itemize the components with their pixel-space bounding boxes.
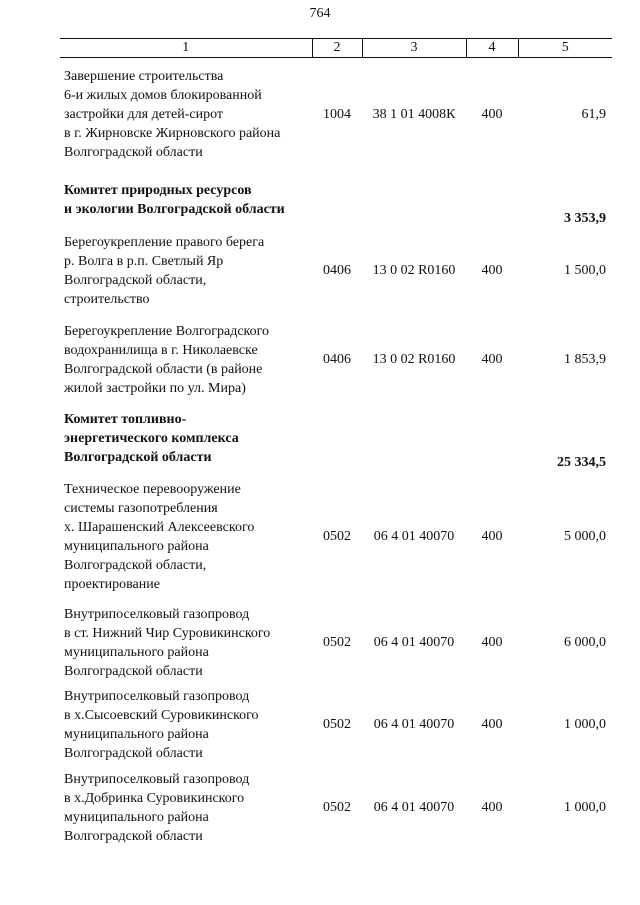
- row-amount: 1 000,0: [564, 800, 606, 815]
- row-target-code: 06 4 01 40070: [373, 717, 455, 732]
- row-target-code: [362, 406, 466, 472]
- row-name: Внутрипоселковый газопровод в ст. Нижний Чир Суровикинского муниципального района Волгоградской области: [64, 606, 271, 679]
- row-section-code: 0502: [323, 635, 351, 650]
- row-target-code: 06 4 01 40070: [373, 529, 455, 544]
- row-amount: 1 500,0: [564, 263, 606, 278]
- row-section-code: 0502: [323, 800, 351, 815]
- row-target-code: 13 0 02 R0160: [372, 352, 456, 367]
- row-name: Техническое перевооружение системы газопотребления х. Шарашенский Алексеевского муниципального района Волгоградской области, проектирование: [64, 481, 255, 592]
- row-type-code: [466, 172, 518, 228]
- row-amount: 1 000,0: [564, 717, 606, 732]
- budget-table: [60, 38, 612, 850]
- row-name: Берегоукрепление правого берега р. Волга в р.п. Светлый Яр Волгоградской области, строительство: [64, 234, 265, 307]
- section-name: Комитет топливно- энергетического комплекса Волгоградской области: [64, 412, 239, 465]
- row-name: Внутрипоселковый газопровод в х.Добринка Суровикинского муниципального района Волгоградской области: [64, 771, 250, 844]
- row-target-code: 13 0 02 R0160: [372, 263, 456, 278]
- row-type-code: 400: [481, 263, 503, 278]
- row-amount: 5 000,0: [564, 529, 606, 544]
- row-name: Внутрипоселковый газопровод в х.Сысоевский Суровикинского муниципального района Волгоградской области: [64, 688, 259, 761]
- row-section-code: 0406: [323, 263, 351, 278]
- row-amount: 6 000,0: [564, 635, 606, 650]
- row-type-code: 400: [481, 635, 503, 650]
- page-number: 764: [309, 6, 331, 21]
- row-section-code: 0502: [323, 529, 351, 544]
- row-target-code: 06 4 01 40070: [373, 635, 455, 650]
- row-type-code: 400: [481, 352, 503, 367]
- row-type-code: 400: [481, 717, 503, 732]
- table-row: [60, 766, 612, 850]
- row-section-code: 1004: [323, 107, 351, 123]
- header-col-2: 2: [312, 39, 362, 58]
- row-type-code: [466, 406, 518, 472]
- table-row: [60, 314, 612, 406]
- header-col-4: 4: [466, 39, 518, 58]
- section-total: 3 353,9: [564, 210, 606, 226]
- row-type-code: 400: [481, 107, 503, 123]
- table-row: [60, 58, 612, 172]
- row-amount: 1 853,9: [564, 352, 606, 367]
- row-section-code: [312, 172, 362, 228]
- table-row-section-header: [60, 406, 612, 472]
- table-row-section-header: [60, 172, 612, 228]
- table-header-row: [60, 39, 612, 58]
- header-col-3: 3: [362, 39, 466, 58]
- row-type-code: 400: [481, 529, 503, 544]
- row-name: Берегоукрепление Волгоградского водохранилища в г. Николаевске Волгоградской области (в районе жилой застройки по ул. Мира): [64, 323, 270, 396]
- row-section-code: [312, 406, 362, 472]
- row-target-code: [362, 172, 466, 228]
- row-section-code: 0406: [323, 352, 351, 367]
- table-row: [60, 684, 612, 766]
- section-name: Комитет природных ресурсов и экологии Волгоградской области: [64, 182, 285, 217]
- header-col-1: 1: [60, 39, 312, 58]
- header-col-5: 5: [518, 39, 612, 58]
- row-type-code: 400: [481, 800, 503, 815]
- table-row: [60, 472, 612, 602]
- row-section-code: 0502: [323, 717, 351, 732]
- section-total: 25 334,5: [557, 454, 606, 470]
- table-row: [60, 602, 612, 684]
- table-row: [60, 228, 612, 314]
- row-target-code: 06 4 01 40070: [373, 800, 455, 815]
- row-name: Завершение строительства 6-и жилых домов блокированной застройки для детей-сирот в г. Жирновске Жирновского района Волгоградской области: [64, 69, 281, 161]
- row-amount: 61,9: [581, 107, 606, 123]
- row-target-code: 38 1 01 4008К: [372, 107, 456, 123]
